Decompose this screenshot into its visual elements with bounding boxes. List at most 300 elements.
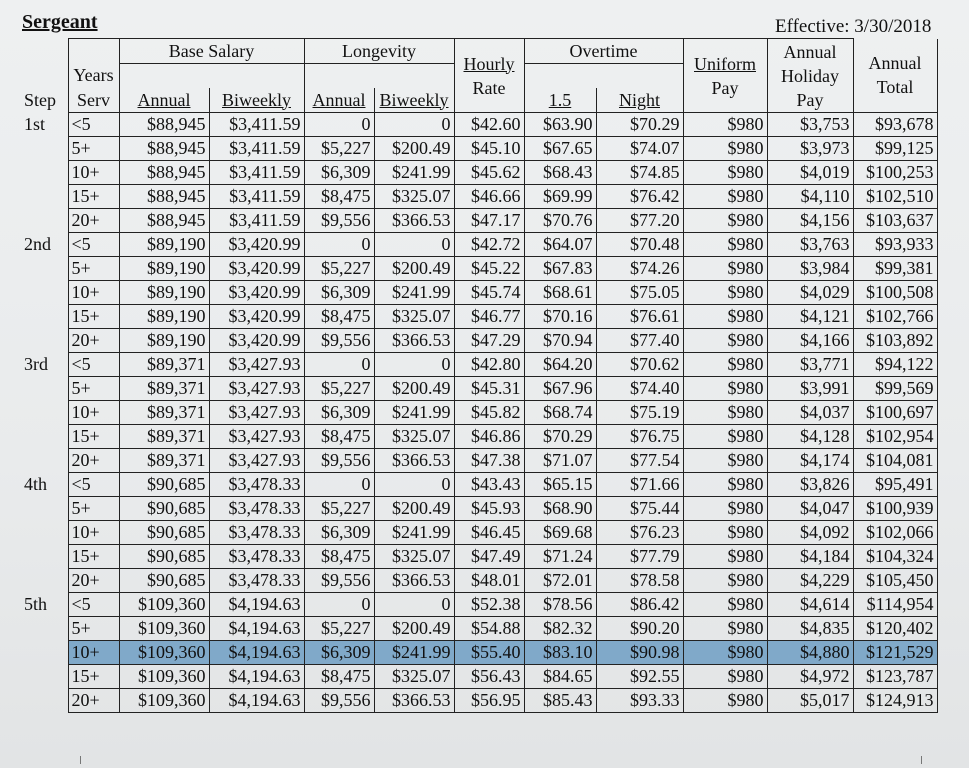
- cell-years-serv: <5: [68, 113, 119, 137]
- cell-years-serv: <5: [68, 233, 119, 257]
- cell-step: [22, 257, 68, 281]
- cell-hourly-rate: $43.43: [454, 473, 524, 497]
- cell-uniform-pay: $980: [683, 113, 767, 137]
- cell-base-biweekly: $3,420.99: [209, 233, 304, 257]
- cell-base-biweekly: $3,420.99: [209, 257, 304, 281]
- header-base-salary: Base Salary: [119, 39, 304, 64]
- cell-ot-15: $70.94: [524, 329, 596, 353]
- header-total-line2: Total: [876, 77, 914, 98]
- cell-longevity-biweekly: 0: [374, 233, 454, 257]
- cell-longevity-annual: $5,227: [304, 257, 374, 281]
- table-row: [22, 425, 937, 449]
- cell-hourly-rate: $46.45: [454, 521, 524, 545]
- header-uniform-line2: Pay: [711, 77, 739, 98]
- cell-annual-total: $102,954: [853, 425, 937, 449]
- cell-base-biweekly: $3,420.99: [209, 281, 304, 305]
- cell-ot-15: $67.83: [524, 257, 596, 281]
- cell-step: [22, 281, 68, 305]
- cell-base-annual: $88,945: [119, 185, 209, 209]
- page-title: Sergeant: [22, 11, 98, 33]
- cell-uniform-pay: $980: [683, 449, 767, 473]
- cell-step: [22, 329, 68, 353]
- cell-hourly-rate: $52.38: [454, 593, 524, 617]
- cell-hourly-rate: $55.40: [454, 641, 524, 665]
- cell-base-annual: $109,360: [119, 617, 209, 641]
- cell-ot-night: $75.19: [596, 401, 683, 425]
- cell-ot-15: $67.96: [524, 377, 596, 401]
- header-uniform-line1: Uniform: [694, 53, 756, 74]
- cell-annual-total: $100,253: [853, 161, 937, 185]
- cell-holiday-pay: $4,972: [767, 665, 853, 689]
- cell-annual-total: $93,933: [853, 233, 937, 257]
- cell-uniform-pay: $980: [683, 305, 767, 329]
- cell-hourly-rate: $56.43: [454, 665, 524, 689]
- cell-longevity-annual: $8,475: [304, 665, 374, 689]
- cell-ot-night: $70.29: [596, 113, 683, 137]
- cell-base-annual: $90,685: [119, 497, 209, 521]
- cell-base-annual: $89,371: [119, 449, 209, 473]
- header-holiday-line3: Pay: [796, 89, 824, 110]
- cell-longevity-annual: $8,475: [304, 425, 374, 449]
- table-row: [22, 401, 937, 425]
- cell-holiday-pay: $4,110: [767, 185, 853, 209]
- cell-base-annual: $89,371: [119, 425, 209, 449]
- table-row: [22, 569, 937, 593]
- cell-base-biweekly: $3,411.59: [209, 137, 304, 161]
- cell-years-serv: 10+: [68, 161, 119, 185]
- cell-annual-total: $103,637: [853, 209, 937, 233]
- cell-hourly-rate: $45.10: [454, 137, 524, 161]
- cell-uniform-pay: $980: [683, 377, 767, 401]
- cell-step: [22, 209, 68, 233]
- cell-base-annual: $109,360: [119, 641, 209, 665]
- table-row: [22, 593, 937, 617]
- table-row: [22, 137, 937, 161]
- cell-ot-night: $74.85: [596, 161, 683, 185]
- cell-holiday-pay: $3,753: [767, 113, 853, 137]
- cell-holiday-pay: $4,835: [767, 617, 853, 641]
- cell-base-annual: $109,360: [119, 593, 209, 617]
- cell-uniform-pay: $980: [683, 209, 767, 233]
- cell-base-annual: $89,190: [119, 233, 209, 257]
- cell-base-biweekly: $3,411.59: [209, 185, 304, 209]
- cell-uniform-pay: $980: [683, 353, 767, 377]
- cell-base-annual: $89,190: [119, 305, 209, 329]
- table-row: [22, 329, 937, 353]
- cell-base-biweekly: $4,194.63: [209, 593, 304, 617]
- cell-years-serv: <5: [68, 353, 119, 377]
- cell-base-biweekly: $3,478.33: [209, 569, 304, 593]
- table-row: [22, 521, 937, 545]
- cell-ot-night: $74.07: [596, 137, 683, 161]
- cell-uniform-pay: $980: [683, 665, 767, 689]
- table-row: [22, 353, 937, 377]
- cell-base-annual: $90,685: [119, 569, 209, 593]
- cell-longevity-annual: $8,475: [304, 545, 374, 569]
- cell-annual-total: $99,381: [853, 257, 937, 281]
- cell-hourly-rate: $47.49: [454, 545, 524, 569]
- table-row: [22, 497, 937, 521]
- header-annual-total: [853, 39, 937, 113]
- cell-uniform-pay: $980: [683, 593, 767, 617]
- header-total-line1: Annual: [868, 53, 922, 74]
- cell-years-serv: 5+: [68, 137, 119, 161]
- cell-base-annual: $89,190: [119, 329, 209, 353]
- table-row: [22, 665, 937, 689]
- cell-longevity-biweekly: $366.53: [374, 329, 454, 353]
- cell-base-biweekly: $3,411.59: [209, 113, 304, 137]
- cell-ot-15: $70.76: [524, 209, 596, 233]
- cell-uniform-pay: $980: [683, 185, 767, 209]
- header-annual: Annual: [119, 88, 209, 113]
- cell-holiday-pay: $3,984: [767, 257, 853, 281]
- cell-longevity-biweekly: $200.49: [374, 257, 454, 281]
- cell-base-biweekly: $4,194.63: [209, 617, 304, 641]
- header-holiday-pay: [767, 39, 853, 113]
- table-body: [22, 113, 937, 713]
- cell-years-serv: 15+: [68, 305, 119, 329]
- cell-longevity-biweekly: $200.49: [374, 617, 454, 641]
- cell-base-biweekly: $3,427.93: [209, 353, 304, 377]
- cell-longevity-annual: $9,556: [304, 209, 374, 233]
- table-row: [22, 617, 937, 641]
- cell-hourly-rate: $45.93: [454, 497, 524, 521]
- cell-ot-15: $84.65: [524, 665, 596, 689]
- cell-holiday-pay: $4,614: [767, 593, 853, 617]
- cell-step: [22, 425, 68, 449]
- cell-ot-15: $85.43: [524, 689, 596, 713]
- cell-ot-night: $77.40: [596, 329, 683, 353]
- header-longevity: Longevity: [304, 39, 454, 64]
- cell-base-biweekly: $4,194.63: [209, 665, 304, 689]
- cell-base-biweekly: $3,411.59: [209, 161, 304, 185]
- cell-base-annual: $89,371: [119, 401, 209, 425]
- header-holiday-line1: Annual: [783, 41, 837, 62]
- cell-ot-15: $68.61: [524, 281, 596, 305]
- cell-longevity-annual: $5,227: [304, 137, 374, 161]
- cell-hourly-rate: $46.77: [454, 305, 524, 329]
- cell-longevity-biweekly: $241.99: [374, 641, 454, 665]
- cell-longevity-biweekly: 0: [374, 593, 454, 617]
- cell-longevity-annual: $6,309: [304, 161, 374, 185]
- cell-hourly-rate: $42.80: [454, 353, 524, 377]
- cell-uniform-pay: $980: [683, 401, 767, 425]
- cell-uniform-pay: $980: [683, 137, 767, 161]
- table-row: [22, 473, 937, 497]
- cell-step: [22, 665, 68, 689]
- cell-hourly-rate: $42.60: [454, 113, 524, 137]
- cell-ot-night: $90.20: [596, 617, 683, 641]
- cell-uniform-pay: $980: [683, 425, 767, 449]
- cell-hourly-rate: $45.22: [454, 257, 524, 281]
- cell-uniform-pay: $980: [683, 257, 767, 281]
- cell-annual-total: $102,766: [853, 305, 937, 329]
- table-row: [22, 185, 937, 209]
- cell-years-serv: 5+: [68, 497, 119, 521]
- cell-hourly-rate: $42.72: [454, 233, 524, 257]
- cell-holiday-pay: $3,826: [767, 473, 853, 497]
- cell-ot-15: $83.10: [524, 641, 596, 665]
- cell-annual-total: $104,081: [853, 449, 937, 473]
- cell-ot-15: $68.90: [524, 497, 596, 521]
- cell-holiday-pay: $4,121: [767, 305, 853, 329]
- cell-longevity-biweekly: $241.99: [374, 401, 454, 425]
- cell-base-annual: $90,685: [119, 545, 209, 569]
- cell-hourly-rate: $48.01: [454, 569, 524, 593]
- table-row: [22, 689, 937, 713]
- cell-longevity-biweekly: $325.07: [374, 305, 454, 329]
- cell-longevity-annual: $8,475: [304, 185, 374, 209]
- table-row: [22, 209, 937, 233]
- cell-years-serv: 10+: [68, 521, 119, 545]
- cell-longevity-annual: 0: [304, 473, 374, 497]
- cell-ot-night: $90.98: [596, 641, 683, 665]
- cell-longevity-annual: $9,556: [304, 449, 374, 473]
- cell-uniform-pay: $980: [683, 641, 767, 665]
- cell-base-biweekly: $3,478.33: [209, 545, 304, 569]
- cell-annual-total: $100,939: [853, 497, 937, 521]
- cell-base-biweekly: $3,478.33: [209, 473, 304, 497]
- cell-base-annual: $88,945: [119, 137, 209, 161]
- cell-base-biweekly: $4,194.63: [209, 641, 304, 665]
- table-row: [22, 161, 937, 185]
- cell-holiday-pay: $3,763: [767, 233, 853, 257]
- table-row: [22, 233, 937, 257]
- cell-annual-total: $100,508: [853, 281, 937, 305]
- cell-longevity-annual: $6,309: [304, 281, 374, 305]
- cell-ot-night: $77.79: [596, 545, 683, 569]
- table-row: [22, 449, 937, 473]
- header-uniform-pay: [683, 39, 767, 113]
- cell-years-serv: 15+: [68, 665, 119, 689]
- cell-base-annual: $89,371: [119, 353, 209, 377]
- cell-ot-15: $70.29: [524, 425, 596, 449]
- cell-base-annual: $89,190: [119, 281, 209, 305]
- cell-years-serv: 15+: [68, 185, 119, 209]
- cell-longevity-biweekly: $325.07: [374, 665, 454, 689]
- cell-step: [22, 521, 68, 545]
- cell-longevity-annual: $6,309: [304, 401, 374, 425]
- cell-uniform-pay: $980: [683, 281, 767, 305]
- cell-annual-total: $95,491: [853, 473, 937, 497]
- cell-holiday-pay: $3,973: [767, 137, 853, 161]
- cell-ot-15: $69.99: [524, 185, 596, 209]
- effective-date: Effective: 3/30/2018: [775, 16, 932, 37]
- cell-ot-night: $77.54: [596, 449, 683, 473]
- cell-longevity-biweekly: $325.07: [374, 545, 454, 569]
- cell-longevity-biweekly: 0: [374, 113, 454, 137]
- cell-years-serv: 20+: [68, 689, 119, 713]
- header-hourly-rate: [454, 39, 524, 113]
- cell-holiday-pay: $4,128: [767, 425, 853, 449]
- cell-holiday-pay: $4,029: [767, 281, 853, 305]
- cell-step: [22, 185, 68, 209]
- cell-ot-night: $86.42: [596, 593, 683, 617]
- cell-ot-night: $75.05: [596, 281, 683, 305]
- table-row: [22, 377, 937, 401]
- cell-ot-15: $82.32: [524, 617, 596, 641]
- cell-ot-15: $69.68: [524, 521, 596, 545]
- cell-ot-15: $71.24: [524, 545, 596, 569]
- cell-ot-15: $64.07: [524, 233, 596, 257]
- cell-ot-night: $78.58: [596, 569, 683, 593]
- header-longevity-biweekly: Biweekly: [374, 88, 454, 113]
- cell-ot-night: $93.33: [596, 689, 683, 713]
- cell-longevity-annual: $9,556: [304, 689, 374, 713]
- cell-base-biweekly: $3,420.99: [209, 329, 304, 353]
- cell-ot-15: $68.74: [524, 401, 596, 425]
- cell-base-annual: $89,371: [119, 377, 209, 401]
- cell-longevity-biweekly: $200.49: [374, 377, 454, 401]
- cell-holiday-pay: $4,880: [767, 641, 853, 665]
- cell-ot-night: $70.48: [596, 233, 683, 257]
- cell-holiday-pay: $4,174: [767, 449, 853, 473]
- cell-years-serv: <5: [68, 593, 119, 617]
- cell-years-serv: 20+: [68, 329, 119, 353]
- cell-annual-total: $105,450: [853, 569, 937, 593]
- cell-longevity-biweekly: $241.99: [374, 161, 454, 185]
- cell-longevity-biweekly: $366.53: [374, 569, 454, 593]
- cell-base-biweekly: $3,411.59: [209, 209, 304, 233]
- cell-hourly-rate: $45.31: [454, 377, 524, 401]
- cell-holiday-pay: $3,991: [767, 377, 853, 401]
- cell-longevity-annual: $6,309: [304, 521, 374, 545]
- cell-longevity-biweekly: $200.49: [374, 137, 454, 161]
- cell-years-serv: 15+: [68, 425, 119, 449]
- cell-base-annual: $90,685: [119, 521, 209, 545]
- cell-uniform-pay: $980: [683, 521, 767, 545]
- cell-step: [22, 137, 68, 161]
- cell-uniform-pay: $980: [683, 497, 767, 521]
- cell-years-serv: 5+: [68, 257, 119, 281]
- cell-base-biweekly: $3,427.93: [209, 449, 304, 473]
- cell-longevity-biweekly: 0: [374, 473, 454, 497]
- cell-step: [22, 545, 68, 569]
- cell-annual-total: $102,510: [853, 185, 937, 209]
- cell-uniform-pay: $980: [683, 545, 767, 569]
- cell-ot-night: $76.75: [596, 425, 683, 449]
- cell-base-annual: $109,360: [119, 665, 209, 689]
- cell-step: [22, 569, 68, 593]
- salary-table: [22, 38, 938, 713]
- cell-step: 5th: [24, 594, 48, 614]
- cell-annual-total: $114,954: [853, 593, 937, 617]
- table-row: [22, 641, 937, 665]
- cell-longevity-biweekly: $366.53: [374, 449, 454, 473]
- cell-longevity-annual: 0: [304, 113, 374, 137]
- cell-longevity-biweekly: 0: [374, 353, 454, 377]
- cell-annual-total: $120,402: [853, 617, 937, 641]
- cell-longevity-annual: 0: [304, 233, 374, 257]
- cell-ot-15: $78.56: [524, 593, 596, 617]
- cell-ot-15: $68.43: [524, 161, 596, 185]
- cell-longevity-annual: 0: [304, 593, 374, 617]
- cell-longevity-annual: $9,556: [304, 569, 374, 593]
- cell-holiday-pay: $5,017: [767, 689, 853, 713]
- cell-base-annual: $88,945: [119, 161, 209, 185]
- cell-uniform-pay: $980: [683, 329, 767, 353]
- cell-holiday-pay: $4,092: [767, 521, 853, 545]
- cell-base-biweekly: $3,420.99: [209, 305, 304, 329]
- cell-ot-night: $76.42: [596, 185, 683, 209]
- header-ot-15: 1.5: [524, 88, 596, 113]
- cell-longevity-annual: $8,475: [304, 305, 374, 329]
- cell-longevity-annual: $5,227: [304, 497, 374, 521]
- cell-years-serv: 20+: [68, 449, 119, 473]
- cell-uniform-pay: $980: [683, 569, 767, 593]
- cell-holiday-pay: $4,166: [767, 329, 853, 353]
- cell-ot-night: $70.62: [596, 353, 683, 377]
- header-longevity-annual: Annual: [304, 88, 374, 113]
- cell-ot-15: $63.90: [524, 113, 596, 137]
- header-holiday-line2: Holiday: [781, 65, 839, 86]
- cell-holiday-pay: $4,047: [767, 497, 853, 521]
- cell-years-serv: <5: [68, 473, 119, 497]
- cell-base-biweekly: $4,194.63: [209, 689, 304, 713]
- cell-longevity-biweekly: $366.53: [374, 689, 454, 713]
- cell-hourly-rate: $45.74: [454, 281, 524, 305]
- cell-step: [22, 617, 68, 641]
- cell-longevity-biweekly: $241.99: [374, 281, 454, 305]
- cell-ot-night: $76.61: [596, 305, 683, 329]
- cell-longevity-annual: $9,556: [304, 329, 374, 353]
- cell-uniform-pay: $980: [683, 689, 767, 713]
- cell-ot-night: $92.55: [596, 665, 683, 689]
- table-header: [22, 39, 937, 113]
- cell-hourly-rate: $56.95: [454, 689, 524, 713]
- header-hourly-rate-line2: Rate: [472, 77, 506, 98]
- cell-step: [22, 305, 68, 329]
- cell-uniform-pay: $980: [683, 617, 767, 641]
- header-overtime: Overtime: [524, 39, 683, 64]
- cell-annual-total: $99,125: [853, 137, 937, 161]
- cell-years-serv: 20+: [68, 569, 119, 593]
- cell-step: [22, 449, 68, 473]
- table-row: [22, 545, 937, 569]
- cell-uniform-pay: $980: [683, 161, 767, 185]
- cell-longevity-biweekly: $325.07: [374, 185, 454, 209]
- cell-ot-15: $71.07: [524, 449, 596, 473]
- cell-base-biweekly: $3,427.93: [209, 401, 304, 425]
- cell-base-annual: $88,945: [119, 113, 209, 137]
- cell-ot-night: $71.66: [596, 473, 683, 497]
- header-step: Step: [24, 89, 57, 110]
- cell-step: 4th: [24, 474, 48, 494]
- table-row: [22, 113, 937, 137]
- cell-ot-15: $70.16: [524, 305, 596, 329]
- cell-uniform-pay: $980: [683, 473, 767, 497]
- cell-longevity-annual: $5,227: [304, 377, 374, 401]
- cell-longevity-biweekly: $241.99: [374, 521, 454, 545]
- cell-ot-night: $77.20: [596, 209, 683, 233]
- cell-years-serv: 5+: [68, 617, 119, 641]
- table-row: [22, 305, 937, 329]
- cell-ot-night: $74.26: [596, 257, 683, 281]
- cell-annual-total: $121,529: [853, 641, 937, 665]
- cell-annual-total: $102,066: [853, 521, 937, 545]
- cell-years-serv: 5+: [68, 377, 119, 401]
- cell-longevity-biweekly: $366.53: [374, 209, 454, 233]
- cell-base-annual: $109,360: [119, 689, 209, 713]
- cell-hourly-rate: $45.62: [454, 161, 524, 185]
- cell-ot-15: $72.01: [524, 569, 596, 593]
- table-bottom-edge: [80, 756, 922, 764]
- cell-ot-night: $76.23: [596, 521, 683, 545]
- cell-hourly-rate: $46.66: [454, 185, 524, 209]
- cell-step: [22, 497, 68, 521]
- cell-uniform-pay: $980: [683, 233, 767, 257]
- cell-holiday-pay: $3,771: [767, 353, 853, 377]
